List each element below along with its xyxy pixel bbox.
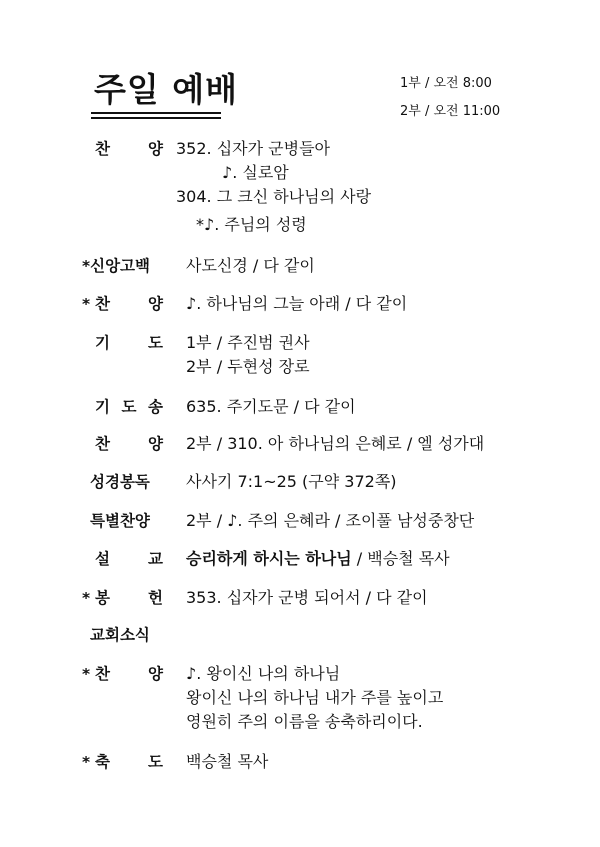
item-content	[186, 547, 586, 571]
item-content: 사도신경 / 다 같이	[186, 256, 315, 275]
service-time-2: 2부 / 오전 11:00	[400, 104, 501, 119]
item-label: 찬 양	[95, 665, 163, 683]
item-label: 설 교	[95, 550, 163, 568]
item-label: 찬 양	[95, 435, 163, 453]
item-content: 2부 / ♪. 주의 은혜라 / 조이풀 남성중창단	[186, 511, 475, 530]
item-content: 백승철 목사	[186, 752, 269, 771]
item-content: 635. 주기도문 / 다 같이	[186, 397, 356, 416]
item-label: 기 도 송	[95, 398, 163, 416]
item-label: *신앙고백	[82, 257, 151, 275]
item-content: 1부 / 주진범 권사 2부 / 두현성 장로	[186, 333, 310, 376]
page-title: 주일 예배	[94, 70, 239, 109]
service-times	[400, 70, 500, 126]
item-label: 찬 양	[95, 295, 163, 313]
item-label: 특별찬양	[90, 512, 150, 530]
service-time-1: 1부 / 오전 8:00	[400, 76, 492, 91]
sermon-preacher: / 백승철 목사	[351, 549, 450, 568]
item-label: 봉 헌	[95, 589, 163, 607]
item-content: 352. 십자가 군병들아 ♪. 실로암 304. 그 크신 하나님의 사랑 *♪. 주님의 성령	[176, 139, 372, 234]
sermon-title: 승리하게 하시는 하나님	[186, 549, 352, 568]
item-label: 기 도	[95, 334, 163, 352]
item-label: 축 도	[95, 753, 163, 771]
item-label: 찬 양	[95, 140, 163, 158]
item-content: 353. 십자가 군병 되어서 / 다 같이	[186, 588, 428, 607]
item-content: ♪. 왕이신 나의 하나님 왕이신 나의 하나님 내가 주를 높이고 영원히 주의 이름을 송축하리이다.	[186, 664, 444, 731]
item-content: 2부 / 310. 아 하나님의 은혜로 / 엘 성가대	[186, 434, 485, 453]
item-content: ♪. 하나님의 그늘 아래 / 다 같이	[186, 294, 408, 313]
item-label: 성경봉독	[90, 473, 150, 491]
item-content: 사사기 7:1~25 (구약 372쪽)	[186, 472, 397, 491]
title-underline	[91, 112, 221, 119]
item-label: 교회소식	[90, 626, 150, 644]
